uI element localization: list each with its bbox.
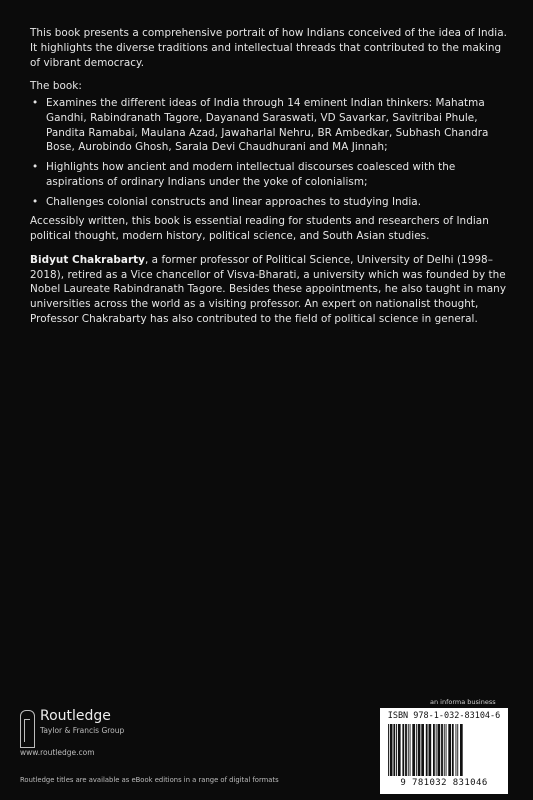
book-points-list [30,96,508,209]
barcode-bar [398,724,401,776]
author-bio: , a former professor of Political Science, University of Delhi (1998–2018), retired as a Vice chancellor of Visva-Bharati, a university which was founded by the Nobel Laureate Rabindranath Tagore. Besides these appointments, he also taught in many universities across the world as a visiting professor. An expert on nationalist thought, Professor Chakrabarty has also contributed to the field of political science in general. [30,253,507,326]
barcode-bar [436,724,437,776]
barcode-bar [421,724,424,776]
book-point: • Challenges colonial constructs and linear approaches to studying India. [30,195,508,210]
barcode-bar [408,724,409,776]
book-heading: The book: [30,80,82,93]
barcode-bar [452,724,454,776]
barcode-bar [433,724,435,776]
intro-paragraph: This book presents a comprehensive portrait of how Indians conceived of the idea of India. It highlights the diverse traditions and intellectual threads that contributed to the making of vibrant democracy. [30,27,507,69]
audience-paragraph: Accessibly written, this book is essential reading for students and researchers of Indian political thought, modern history, political science, and South Asian studies. [30,215,489,243]
barcode-bar [438,724,441,776]
isbn-barcode [380,708,508,794]
book-point: • Examines the different ideas of India through 14 eminent Indian thinkers: Mahatma Gandhi, Rabindranath Tagore, Dayanand Saraswati, VD Savarkar, Savitribai Phule, Pandita Ramabai, Maulana Azad, Jawaharlal Nehru, BR Ambedkar, Subhash Chandra Bose, Aurobindo Ghosh, Sarala Devi Chaudhurani and MA Jinnah; [30,96,508,155]
barcode-bar [429,724,432,776]
publisher-subtitle: Taylor & Francis Group [40,726,125,735]
informa-label: an informa business [430,698,496,706]
barcode-bar [460,724,463,776]
barcode-bar [418,724,421,776]
publisher-name: Routledge [40,708,111,724]
barcode-digits: 9 781032 831046 [400,778,488,788]
author-bio-paragraph [30,253,508,327]
barcode-bar [416,724,417,776]
barcode-bars [386,724,502,776]
book-point: • Highlights how ancient and modern intellectual discourses coalesced with the aspirations of ordinary Indians under the yoke of colonialism; [30,160,508,190]
barcode-bar [396,724,397,776]
barcode-bar [393,724,395,776]
barcode-bar [441,724,443,776]
barcode-bar [388,724,389,776]
publisher-block [20,704,220,760]
ebook-footer-note: Routledge titles are available as eBook editions in a range of digital formats [20,776,279,784]
barcode-bar [402,724,404,776]
barcode-bar [448,724,451,776]
barcode-bar [410,724,411,776]
back-cover-text [30,26,508,327]
isbn-label: ISBN 978-1-032-83104-6 [387,711,501,721]
routledge-logo-icon [20,710,35,748]
author-name: Bidyut Chakrabarty [30,253,145,266]
barcode-bar [456,724,457,776]
barcode-bar [446,724,447,776]
publisher-url: www.routledge.com [20,748,95,757]
barcode-bar [390,724,393,776]
barcode-bar [412,724,415,776]
barcode-bar [426,724,428,776]
barcode-bar [444,724,445,776]
barcode-bar [405,724,407,776]
barcode-bar [457,724,458,776]
